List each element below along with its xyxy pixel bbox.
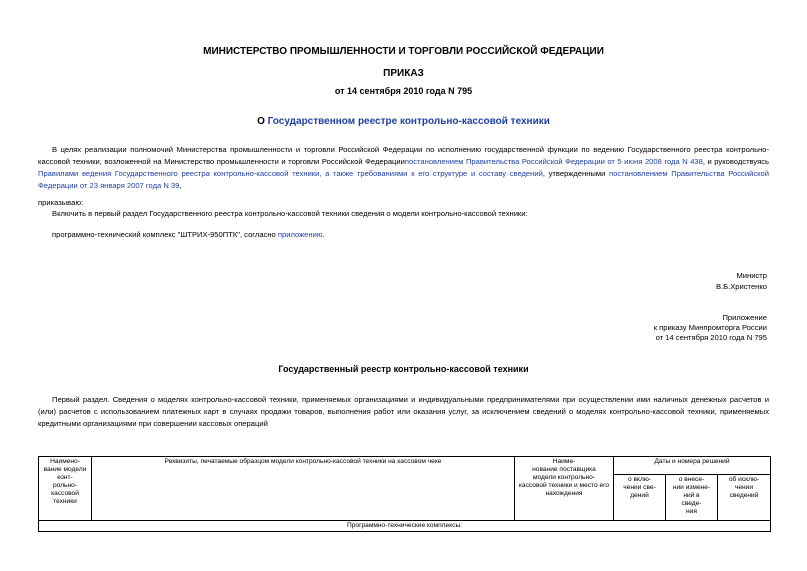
preamble-paragraph bbox=[38, 144, 769, 192]
col-decisions: Даты и номера решений bbox=[614, 457, 771, 475]
appendix-label: Приложение bbox=[722, 313, 767, 322]
decree-438-link[interactable]: постановлением Правительства Российской Федерации от 5 июня 2008 года N 438 bbox=[404, 157, 703, 166]
preamble-text-c: , утвержденными bbox=[542, 169, 610, 178]
col-exclusion: об исклю- чении сведений bbox=[718, 475, 771, 521]
document-date: от 14 сентября 2010 года N 795 bbox=[334, 86, 473, 96]
order-item-2-text: программно-технический комплекс "ШТРИХ-950ПТК", согласно bbox=[52, 230, 278, 239]
col-supplier: Наиме- нование поставщика модели контрольно- кассовой техники и место его нахождения bbox=[515, 457, 614, 521]
preamble-text-d: , bbox=[179, 181, 182, 190]
registry-section-text: Первый раздел. Сведения о моделях контрольно-кассовой техники, применяемых организациями и индивидуальными предпринимателями при осуществлении ими наличных денежных расчетов и (или) расчетов с использованием платежных карт в случаях продажи товаров, выполнения работ или оказания услуг, за исключением сведений о моделях контрольно-кассовой техники, применяемых кредитными организациями при совершении кассовых операций bbox=[38, 395, 769, 428]
order-word: приказываю: bbox=[38, 198, 84, 207]
document-type: ПРИКАЗ bbox=[383, 68, 424, 79]
order-item-1: Включить в первый раздел Государственного реестра контрольно-кассовой техники сведения о модели контрольно-кассовой техники: bbox=[52, 209, 528, 218]
appendix-ref-2: от 14 сентября 2010 года N 795 bbox=[655, 333, 767, 342]
col-amendment: о внесе- нии измене- ний в сведе- ния bbox=[666, 475, 718, 521]
document-title bbox=[0, 116, 807, 127]
title-link[interactable]: Государственном реестре контрольно-кассовой техники bbox=[267, 116, 550, 127]
decree-39-link[interactable]: постановлением Правительства Российской Федерации от 23 января 2007 года N 39 bbox=[38, 169, 769, 190]
title-prefix: О bbox=[257, 116, 268, 127]
appendix-ref-1: к приказу Минпромторга России bbox=[653, 323, 767, 332]
order-item-2 bbox=[38, 229, 769, 241]
table-row-category: Программно-технические комплексы: bbox=[39, 521, 771, 532]
rules-link[interactable]: Правилами ведения Государственного реестра контрольно-кассовой техники, а также требованиями к его структуре и составу сведений bbox=[38, 169, 543, 178]
ministry-heading: МИНИСТЕРСТВО ПРОМЫШЛЕННОСТИ И ТОРГОВЛИ РОССИЙСКОЙ ФЕДЕРАЦИИ bbox=[203, 46, 604, 57]
col-model-name: Наимено- вание модели конт- рольно- кассовой техники bbox=[39, 457, 92, 521]
col-inclusion: о вклю- чении све- дений bbox=[614, 475, 666, 521]
appendix-link[interactable]: приложению bbox=[277, 230, 323, 239]
preamble-text-a: В целях реализации полномочий Министерства промышленности и торговли Российской Федерации по исполнению государственной функции по ведению Государственного реестра контрольно-кассовой техники, возложенной на Министерство промышленности и торговли Российской Федерации bbox=[38, 145, 769, 166]
registry-title: Государственный реестр контрольно-кассовой техники bbox=[278, 364, 529, 374]
signature-position: Министр bbox=[736, 271, 767, 280]
signature-name: В.Б.Христенко bbox=[715, 282, 767, 291]
preamble-text-b: , и руководствуясь bbox=[702, 157, 769, 166]
registry-table bbox=[38, 456, 771, 532]
col-receipt-details: Реквизиты, печатаемые образцом модели контрольно-кассовой техники на кассовом чеке bbox=[92, 457, 515, 521]
order-item-2-end: . bbox=[322, 230, 325, 239]
